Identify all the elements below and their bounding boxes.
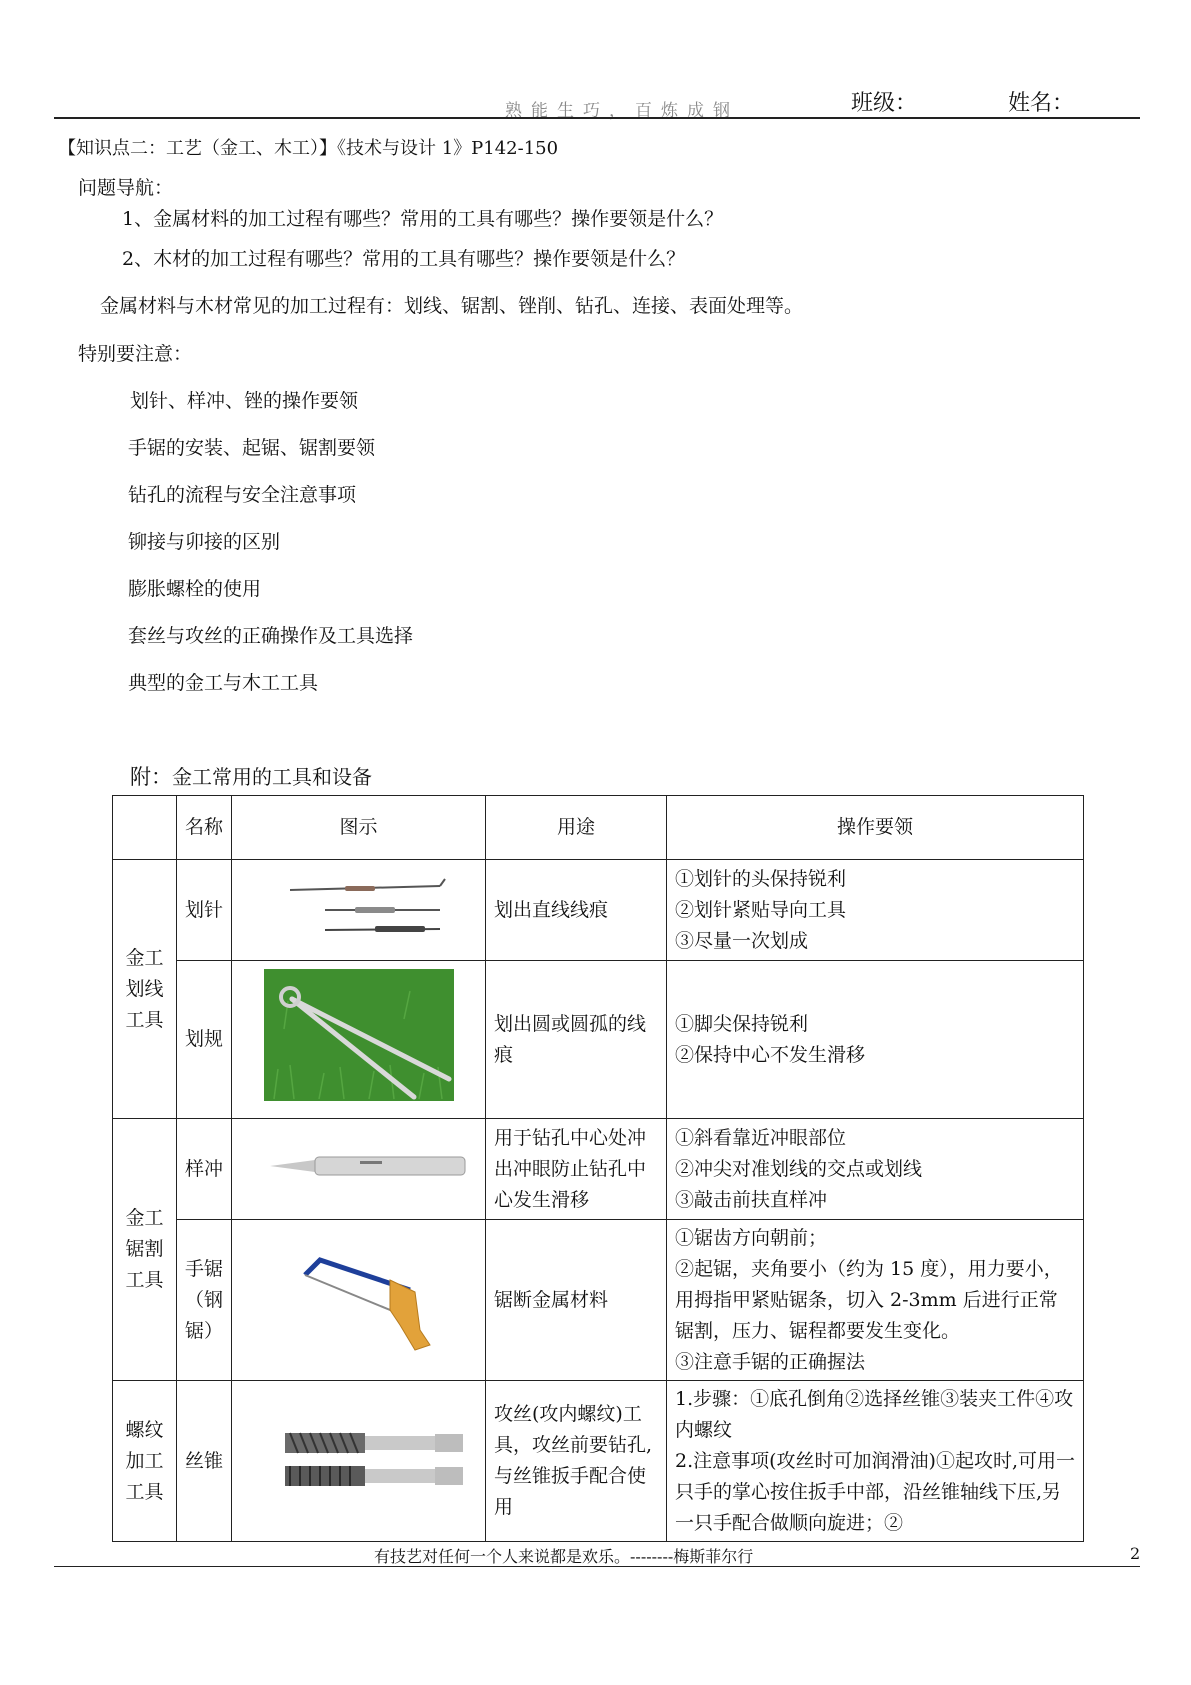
ops-line: ①锯齿方向朝前； xyxy=(675,1226,828,1249)
category-cell: 金工划线工具 xyxy=(113,860,177,1119)
table-header-row xyxy=(113,796,1084,860)
ops-line: ②保持中心不发生滑移 xyxy=(675,1043,866,1066)
table-row xyxy=(113,1119,1084,1220)
divider-image xyxy=(232,961,486,1119)
ops-line: ②起锯，夹角要小（约为 15 度），用力要小，用拇指甲紧贴锯条，切入 2-3mm 后进行正常锯割，压力、锯程都要发生变化。 xyxy=(675,1257,1063,1342)
tool-name: 划规 xyxy=(177,961,232,1119)
tool-use: 划出直线线痕 xyxy=(486,860,667,961)
class-label: 班级： xyxy=(851,91,918,116)
header-ops: 操作要领 xyxy=(667,796,1084,860)
tool-name: 丝锥 xyxy=(177,1381,232,1542)
footer-quote: 有技艺对任何一个人来说都是欢乐。--------梅斯菲尔行 xyxy=(374,1547,754,1566)
header-use: 用途 xyxy=(486,796,667,860)
tool-use: 攻丝(攻内螺纹)工具，攻丝前要钻孔,与丝锥扳手配合使用 xyxy=(486,1381,667,1542)
header-name: 名称 xyxy=(177,796,232,860)
intro-paragraph: 金属材料与木材常见的加工过程有：划线、锯割、锉削、钻孔、连接、表面处理等。 xyxy=(100,295,804,317)
header-image: 图示 xyxy=(232,796,486,860)
attention-item: 膨胀螺栓的使用 xyxy=(128,578,262,600)
attention-item: 手锯的安装、起锯、锯割要领 xyxy=(128,437,376,459)
table-row xyxy=(113,1220,1084,1381)
ops-line: ②冲尖对准划线的交点或划线 xyxy=(675,1157,923,1180)
ops-line: ③注意手锯的正确握法 xyxy=(675,1350,866,1373)
tool-ops xyxy=(667,961,1084,1119)
guide-question-1: 1、金属材料的加工过程有哪些？常用的工具有哪些？操作要领是什么？ xyxy=(122,208,724,230)
name-label: 姓名： xyxy=(1008,91,1075,116)
tool-name: 手锯（钢锯） xyxy=(177,1220,232,1381)
attention-item: 钻孔的流程与安全注意事项 xyxy=(128,484,357,506)
page-number: 2 xyxy=(1130,1544,1141,1563)
tool-ops xyxy=(667,1220,1084,1381)
ops-line: ③敲击前扶直样冲 xyxy=(675,1188,828,1211)
category-cell: 金工锯割工具 xyxy=(113,1119,177,1381)
tool-ops xyxy=(667,1381,1084,1542)
center-punch-image xyxy=(232,1119,486,1220)
guide-heading: 问题导航： xyxy=(78,177,174,199)
ops-line: ①划针的头保持锐利 xyxy=(675,867,847,890)
footer-divider xyxy=(54,1566,1140,1567)
attention-item: 套丝与攻丝的正确操作及工具选择 xyxy=(128,625,414,647)
table-row xyxy=(113,860,1084,961)
ops-line: ③尽量一次划成 xyxy=(675,929,809,952)
appendix-title xyxy=(130,761,372,791)
section-title: 【知识点二：工艺（金工、木工）】《技术与设计 1》P142-150 xyxy=(58,138,559,159)
guide-question-2: 2、木材的加工过程有哪些？常用的工具有哪些？操作要领是什么？ xyxy=(122,248,686,270)
tool-use: 锯断金属材料 xyxy=(486,1220,667,1381)
ops-line: 2.注意事项(攻丝时可加润滑油)①起攻时,可用一只手的掌心按住扳手中部，沿丝锥轴线下压,另一只手配合做顺向旋进；② xyxy=(675,1449,1075,1534)
category-cell: 螺纹加工工具 xyxy=(113,1381,177,1542)
tool-use: 划出圆或圆孤的线痕 xyxy=(486,961,667,1119)
tool-name: 样冲 xyxy=(177,1119,232,1220)
tool-ops xyxy=(667,860,1084,961)
tool-ops xyxy=(667,1119,1084,1220)
header-divider xyxy=(54,117,1140,119)
ops-line: ①斜看靠近冲眼部位 xyxy=(675,1126,847,1149)
tool-use: 用于钻孔中心处冲出冲眼防止钻孔中心发生滑移 xyxy=(486,1119,667,1220)
tools-table xyxy=(112,795,1084,1542)
header-motto: 熟能生巧，百炼成钢 xyxy=(505,101,739,121)
scriber-image xyxy=(232,860,486,961)
attention-item: 划针、样冲、锉的操作要领 xyxy=(130,390,359,412)
hacksaw-image xyxy=(232,1220,486,1381)
appendix-title-text: 金工常用的工具和设备 xyxy=(172,765,372,789)
ops-line: ②划针紧贴导向工具 xyxy=(675,898,847,921)
attention-item: 铆接与卯接的区别 xyxy=(128,531,281,553)
tool-name: 划针 xyxy=(177,860,232,961)
tap-image xyxy=(232,1381,486,1542)
header-blank-cell xyxy=(113,796,177,860)
ops-line: 1.步骤：①底孔倒角②选择丝锥③装夹工件④攻内螺纹 xyxy=(675,1387,1074,1441)
table-row xyxy=(113,1381,1084,1542)
appendix-prefix: 附： xyxy=(130,765,172,789)
ops-line: ①脚尖保持锐利 xyxy=(675,1012,809,1035)
attention-heading: 特别要注意： xyxy=(78,343,193,365)
attention-item: 典型的金工与木工工具 xyxy=(128,672,319,694)
table-row xyxy=(113,961,1084,1119)
